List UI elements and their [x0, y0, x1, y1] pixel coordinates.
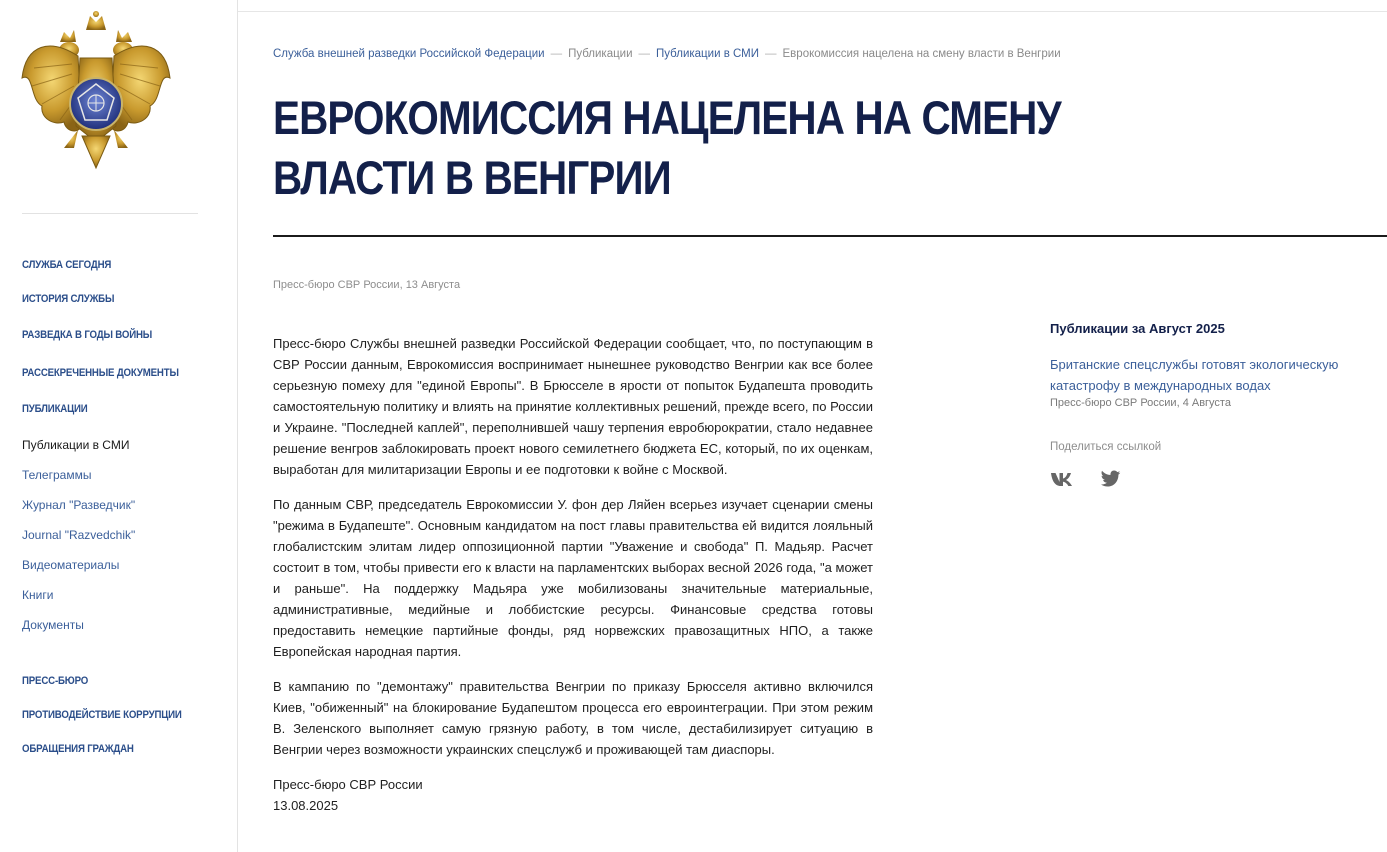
- sidebar-subitem-zhurnal-razvedchik[interactable]: Журнал "Разведчик": [22, 498, 136, 512]
- breadcrumb-separator: —: [765, 48, 777, 60]
- article-body: [273, 333, 931, 816]
- sidebar-subitem-publikacii-v-smi[interactable]: Публикации в СМИ: [22, 438, 130, 452]
- title-divider: [273, 235, 1387, 237]
- sidebar-subitem-knigi[interactable]: Книги: [22, 588, 54, 602]
- top-border: [238, 11, 1387, 12]
- twitter-icon[interactable]: [1097, 469, 1123, 489]
- breadcrumb-item-publikacii[interactable]: Публикации: [568, 48, 633, 60]
- sidebar-subitem-dokumenty[interactable]: Документы: [22, 618, 84, 632]
- page-title: ЕВРОКОМИССИЯ НАЦЕЛЕНА НА СМЕНУ ВЛАСТИ В ВЕНГРИИ: [273, 91, 1061, 204]
- sidebar-item-istoriya-sluzhby[interactable]: ИСТОРИЯ СЛУЖБЫ: [22, 293, 115, 305]
- aside-publication-meta: Пресс-бюро СВР России, 4 Августа: [1050, 397, 1231, 409]
- sidebar-item-obrashcheniya-grazhdan[interactable]: ОБРАЩЕНИЯ ГРАЖДАН: [22, 743, 134, 755]
- article-paragraph: Пресс-бюро Службы внешней разведки Российской Федерации сообщает, что, по поступающим в СВР России данным, Еврокомиссия воспринимает нынешнее руководство Венгрии как все более серьезную помеху для "единой Европы". В Брюсселе в ярости от попыток Будапешта проводить самостоятельную политику и влиять на принятие коллективных решений, прежде всего, по России и Украине. "Последней каплей", переполнившей чашу терпения евробюрократии, стало недавнее решение венгров заблокировать проект нового семилетнего бюджета ЕС, который, по их оценкам, выработан для милитаризации Европы и ее подготовки к войне с Москвой.: [273, 336, 873, 477]
- breadcrumb-current: Еврокомиссия нацелена на смену власти в Венгрии: [782, 48, 1061, 60]
- article-paragraph: В кампанию по "демонтажу" правительства Венгрии по приказу Брюсселя активно включился Киев, "обиженный" на блокирование Будапештом процесса его евроинтеграции. При этом режим В. Зеленского выполняет самую грязную работу, в том числе, дестабилизирует ситуацию в Венгрии через возможности украинских спецслужб и проживающей там диаспоры.: [273, 679, 931, 757]
- article-signature: Пресс-бюро СВР России: [273, 777, 423, 792]
- sidebar-item-protivodeistvie-korrupcii[interactable]: ПРОТИВОДЕЙСТВИЕ КОРРУПЦИИ: [22, 709, 182, 721]
- sidebar-subitem-videomaterialy[interactable]: Видеоматериалы: [22, 558, 120, 572]
- sidebar: [0, 0, 238, 852]
- breadcrumb-item-svr[interactable]: Служба внешней разведки Российской Федерации: [273, 48, 545, 60]
- vk-icon[interactable]: [1050, 469, 1076, 489]
- breadcrumb-item-publikacii-v-smi[interactable]: Публикации в СМИ: [656, 48, 760, 60]
- breadcrumb: [273, 48, 1061, 60]
- article-date: 13.08.2025: [273, 798, 339, 813]
- double-headed-eagle-emblem[interactable]: [20, 8, 172, 170]
- sidebar-subitem-journal-razvedchik[interactable]: Journal "Razvedchik": [22, 528, 136, 542]
- article-meta: Пресс-бюро СВР России, 13 Августа: [273, 279, 461, 291]
- sidebar-subitem-telegrammy[interactable]: Телеграммы: [22, 468, 92, 482]
- sidebar-item-razvedka-v-gody-voiny[interactable]: РАЗВЕДКА В ГОДЫ ВОЙНЫ: [22, 329, 153, 341]
- sidebar-item-sluzhba-segodnya[interactable]: СЛУЖБА СЕГОДНЯ: [22, 259, 112, 271]
- aside-publication-link[interactable]: Британские спецслужбы готовят экологическую катастрофу в международных водах: [1050, 357, 1339, 393]
- sidebar-divider: [22, 213, 198, 214]
- sidebar-item-rassekrechennye-dokumenty[interactable]: РАССЕКРЕЧЕННЫЕ ДОКУМЕНТЫ: [22, 367, 179, 379]
- sidebar-item-publikacii[interactable]: ПУБЛИКАЦИИ: [22, 403, 88, 415]
- share-label: Поделиться ссылкой: [1050, 441, 1162, 453]
- aside-heading: Публикации за Август 2025: [1050, 321, 1225, 336]
- breadcrumb-separator: —: [550, 48, 563, 60]
- breadcrumb-separator: —: [638, 48, 651, 60]
- article-paragraph: По данным СВР, председатель Еврокомиссии У. фон дер Ляйен всерьез изучает сценарии смены "режима в Будапеште". Основным кандидатом на пост главы правительства ей видится лояльный глобалистским элитам лидер оппозиционной партии "Уважение и свобода" П. Мадьяр. Расчет состоит в том, чтобы привести его к власти на парламентских выборах весной 2026 года, "а может и раньше". На поддержку Мадьяра уже мобилизованы значительные материальные, административные, медийные и лоббистские ресурсы. Финансовые средства готовы предоставить немецкие партийные фонды, ряд норвежских правозащитных НПО, а также Европейская народная партия.: [273, 497, 873, 659]
- sidebar-item-press-byuro[interactable]: ПРЕСС-БЮРО: [22, 675, 89, 687]
